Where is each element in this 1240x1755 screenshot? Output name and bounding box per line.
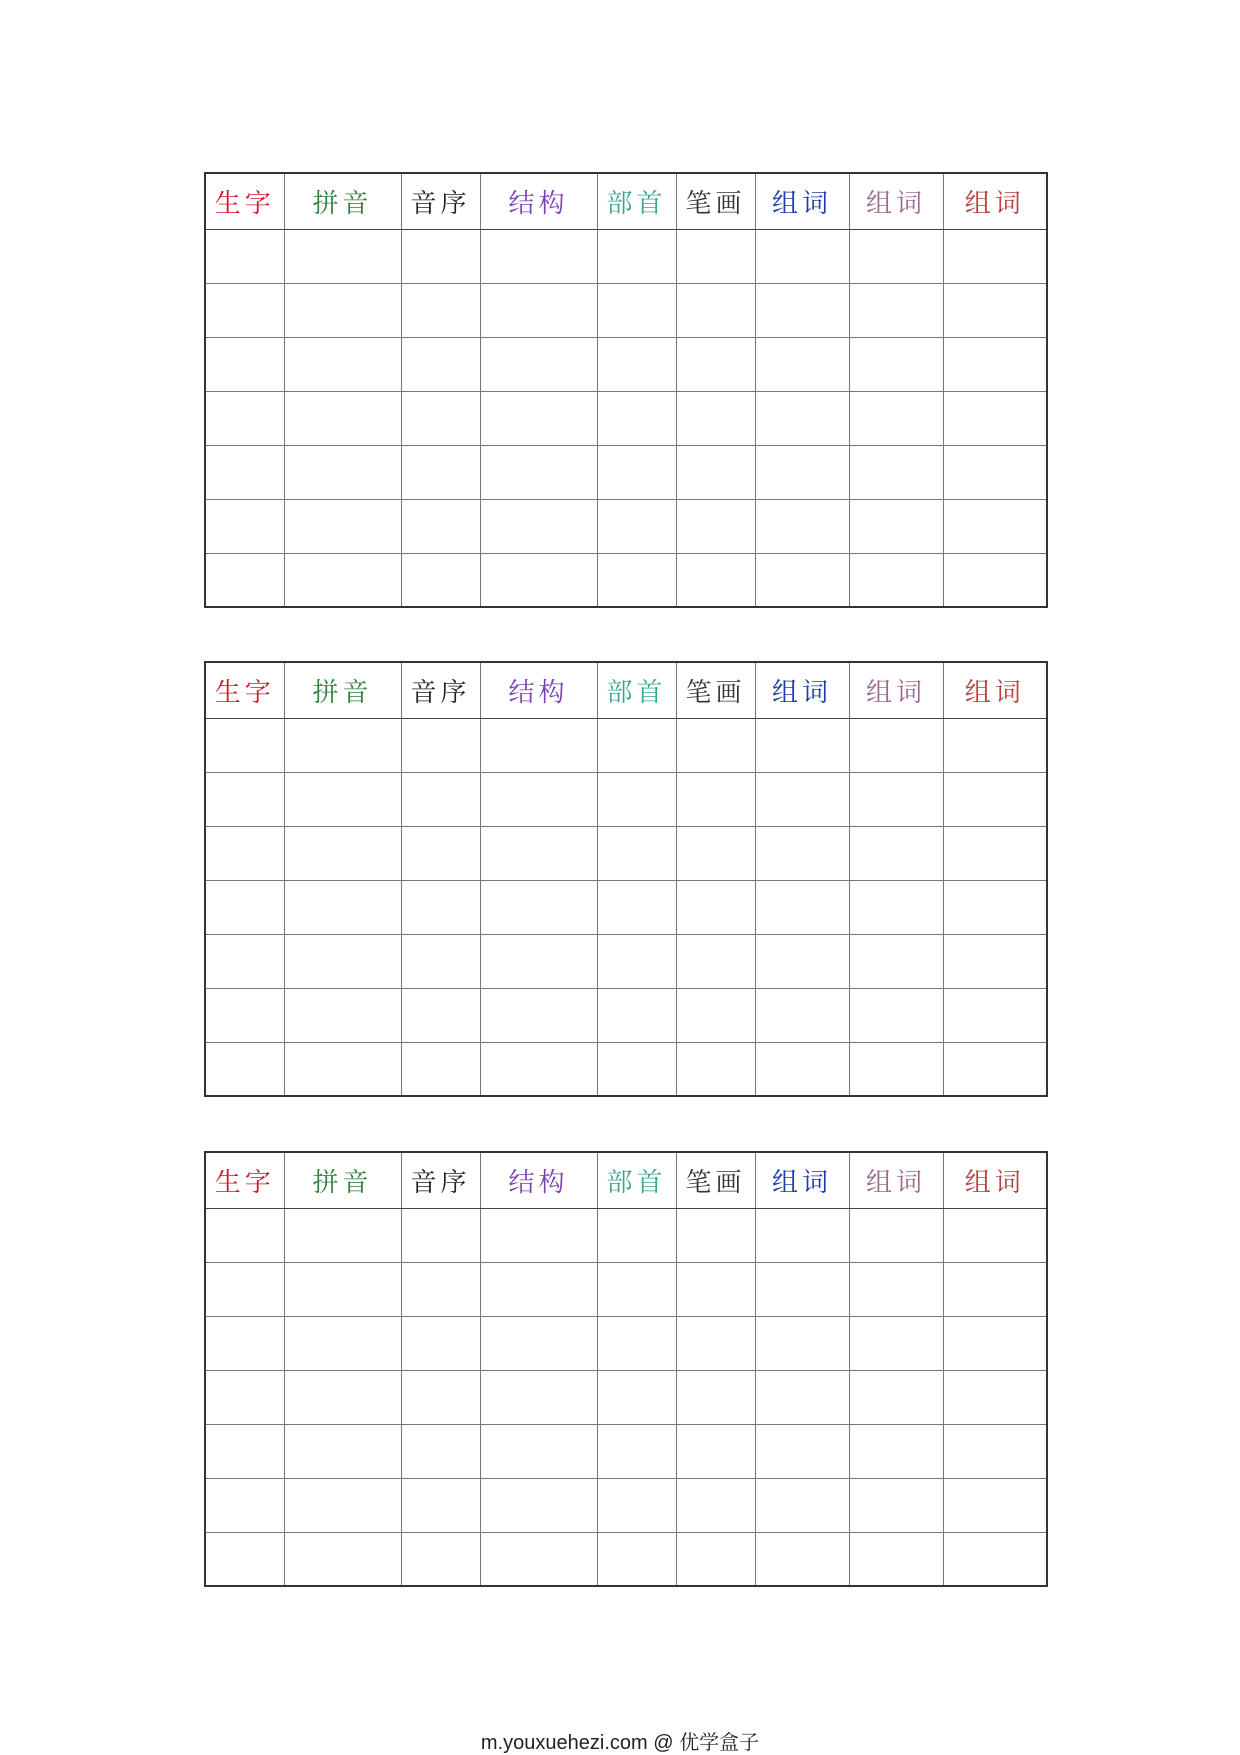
blank-cell [597,988,676,1042]
blank-cell [401,934,480,988]
blank-cell [597,499,676,553]
blank-cell [284,445,401,499]
blank-cell [755,1424,849,1478]
blank-cell [284,880,401,934]
blank-cell [401,283,480,337]
blank-cell [849,934,943,988]
blank-cell [284,988,401,1042]
blank-cell [676,1208,755,1262]
blank-cell [755,1478,849,1532]
blank-cell [597,1532,676,1586]
blank-cell [284,1370,401,1424]
blank-cell [943,1262,1047,1316]
blank-cell [597,1370,676,1424]
blank-cell [205,391,284,445]
table-row [205,1478,1047,1532]
blank-cell [676,1316,755,1370]
blank-cell [597,1478,676,1532]
blank-cell [676,1262,755,1316]
blank-cell [755,718,849,772]
blank-cell [205,772,284,826]
blank-cell [755,229,849,283]
blank-cell [676,934,755,988]
blank-cell [849,1208,943,1262]
blank-cell [205,880,284,934]
blank-cell [676,553,755,607]
table-row [205,1042,1047,1096]
column-header: 笔画 [676,173,755,229]
blank-cell [755,1042,849,1096]
blank-cell [401,337,480,391]
table-row [205,934,1047,988]
table-row [205,988,1047,1042]
blank-cell [755,499,849,553]
column-header: 音序 [401,173,480,229]
blank-cell [480,880,597,934]
blank-cell [480,445,597,499]
blank-cell [480,229,597,283]
table-row [205,553,1047,607]
blank-cell [676,826,755,880]
blank-cell [284,391,401,445]
blank-cell [943,337,1047,391]
footer-watermark: m.youxuehezi.com @ 优学盒子 [480,1732,760,1754]
blank-cell [849,1424,943,1478]
blank-cell [943,1042,1047,1096]
blank-cell [284,1424,401,1478]
blank-cell [849,772,943,826]
table-row [205,391,1047,445]
blank-cell [205,718,284,772]
table-row [205,229,1047,283]
blank-cell [401,445,480,499]
blank-cell [676,988,755,1042]
blank-cell [205,1478,284,1532]
blank-cell [755,445,849,499]
table-row [205,1424,1047,1478]
table-row [205,337,1047,391]
blank-cell [480,1532,597,1586]
table-row [205,283,1047,337]
blank-cell [943,499,1047,553]
blank-cell [401,1316,480,1370]
column-header: 拼音 [284,662,401,718]
blank-cell [480,1424,597,1478]
column-header: 组词 [755,1152,849,1208]
column-header: 组词 [849,662,943,718]
blank-cell [849,988,943,1042]
table-row [205,880,1047,934]
blank-cell [676,1478,755,1532]
blank-cell [480,1316,597,1370]
table-row [205,718,1047,772]
blank-cell [943,1208,1047,1262]
blank-cell [849,880,943,934]
blank-cell [755,1532,849,1586]
column-header: 组词 [755,662,849,718]
character-worksheet-1 [204,172,1046,608]
blank-cell [597,553,676,607]
blank-cell [284,499,401,553]
blank-cell [205,988,284,1042]
blank-cell [205,1370,284,1424]
blank-cell [849,826,943,880]
blank-cell [205,826,284,880]
blank-cell [401,1478,480,1532]
blank-cell [205,283,284,337]
column-header: 生字 [205,1152,284,1208]
blank-cell [849,337,943,391]
column-header: 结构 [480,662,597,718]
blank-cell [401,553,480,607]
blank-cell [676,337,755,391]
blank-cell [943,1316,1047,1370]
blank-cell [597,445,676,499]
blank-cell [480,934,597,988]
blank-cell [676,1370,755,1424]
blank-cell [284,1262,401,1316]
blank-cell [849,229,943,283]
blank-cell [480,1208,597,1262]
blank-cell [676,391,755,445]
blank-cell [943,283,1047,337]
blank-cell [943,1424,1047,1478]
blank-cell [676,229,755,283]
blank-cell [401,1262,480,1316]
blank-cell [755,880,849,934]
blank-cell [205,445,284,499]
character-worksheet-3 [204,1151,1046,1587]
table-row [205,445,1047,499]
blank-cell [755,391,849,445]
column-header: 组词 [943,1152,1047,1208]
blank-cell [205,337,284,391]
blank-cell [849,391,943,445]
blank-cell [849,553,943,607]
blank-cell [480,1370,597,1424]
column-header: 拼音 [284,173,401,229]
blank-cell [597,1262,676,1316]
column-header: 结构 [480,173,597,229]
blank-cell [480,391,597,445]
blank-cell [597,229,676,283]
blank-cell [676,445,755,499]
blank-cell [755,1262,849,1316]
worksheet-table [204,1151,1048,1587]
blank-cell [597,718,676,772]
column-header: 部首 [597,662,676,718]
blank-cell [943,1532,1047,1586]
blank-cell [284,718,401,772]
blank-cell [401,988,480,1042]
table-row [205,1262,1047,1316]
blank-cell [943,553,1047,607]
blank-cell [284,1478,401,1532]
blank-cell [205,1424,284,1478]
table-row [205,1532,1047,1586]
column-header: 音序 [401,662,480,718]
blank-cell [755,934,849,988]
blank-cell [755,1370,849,1424]
blank-cell [676,880,755,934]
blank-cell [284,826,401,880]
column-header: 组词 [849,173,943,229]
blank-cell [943,1370,1047,1424]
blank-cell [676,1424,755,1478]
blank-cell [205,553,284,607]
column-header: 拼音 [284,1152,401,1208]
blank-cell [284,1532,401,1586]
column-header: 音序 [401,1152,480,1208]
column-header: 组词 [755,173,849,229]
blank-cell [284,337,401,391]
blank-cell [849,1478,943,1532]
column-header: 组词 [943,173,1047,229]
blank-cell [401,1208,480,1262]
blank-cell [284,1208,401,1262]
blank-cell [849,445,943,499]
blank-cell [284,229,401,283]
worksheet-table [204,172,1048,608]
blank-cell [401,229,480,283]
blank-cell [943,445,1047,499]
column-header: 部首 [597,1152,676,1208]
blank-cell [480,499,597,553]
blank-cell [284,934,401,988]
blank-cell [943,229,1047,283]
blank-cell [755,988,849,1042]
blank-cell [401,772,480,826]
header-row [205,173,1047,229]
blank-cell [205,1208,284,1262]
blank-cell [597,1424,676,1478]
table-row [205,499,1047,553]
blank-cell [676,499,755,553]
blank-cell [849,718,943,772]
blank-cell [480,337,597,391]
blank-cell [849,499,943,553]
blank-cell [401,826,480,880]
column-header: 笔画 [676,1152,755,1208]
blank-cell [849,1262,943,1316]
blank-cell [597,826,676,880]
blank-cell [401,391,480,445]
blank-cell [676,283,755,337]
blank-cell [480,1478,597,1532]
blank-cell [755,283,849,337]
blank-cell [755,772,849,826]
table-row [205,1208,1047,1262]
blank-cell [401,1532,480,1586]
blank-cell [943,826,1047,880]
blank-cell [676,718,755,772]
blank-cell [401,880,480,934]
blank-cell [597,1042,676,1096]
blank-cell [480,988,597,1042]
blank-cell [597,934,676,988]
character-worksheet-2 [204,661,1046,1097]
blank-cell [597,772,676,826]
blank-cell [597,337,676,391]
blank-cell [205,1316,284,1370]
blank-cell [401,1042,480,1096]
blank-cell [755,826,849,880]
table-row [205,826,1047,880]
blank-cell [401,1370,480,1424]
blank-cell [597,880,676,934]
blank-cell [205,229,284,283]
blank-cell [597,283,676,337]
column-header: 生字 [205,662,284,718]
blank-cell [284,283,401,337]
blank-cell [480,553,597,607]
blank-cell [849,1370,943,1424]
header-row [205,1152,1047,1208]
blank-cell [943,934,1047,988]
blank-cell [480,772,597,826]
column-header: 组词 [943,662,1047,718]
blank-cell [943,391,1047,445]
blank-cell [597,391,676,445]
blank-cell [205,499,284,553]
blank-cell [943,718,1047,772]
blank-cell [943,988,1047,1042]
blank-cell [755,337,849,391]
blank-cell [849,1042,943,1096]
blank-cell [849,283,943,337]
blank-cell [755,553,849,607]
blank-cell [943,880,1047,934]
table-row [205,1316,1047,1370]
blank-cell [205,1042,284,1096]
column-header: 部首 [597,173,676,229]
blank-cell [676,1532,755,1586]
blank-cell [755,1316,849,1370]
blank-cell [401,499,480,553]
table-row [205,1370,1047,1424]
column-header: 组词 [849,1152,943,1208]
header-row [205,662,1047,718]
blank-cell [205,1532,284,1586]
blank-cell [205,934,284,988]
blank-cell [284,553,401,607]
blank-cell [676,1042,755,1096]
blank-cell [676,772,755,826]
blank-cell [943,772,1047,826]
blank-cell [480,826,597,880]
blank-cell [849,1532,943,1586]
blank-cell [401,718,480,772]
blank-cell [480,1262,597,1316]
blank-cell [205,1262,284,1316]
column-header: 结构 [480,1152,597,1208]
table-row [205,772,1047,826]
blank-cell [597,1208,676,1262]
column-header: 笔画 [676,662,755,718]
blank-cell [943,1478,1047,1532]
blank-cell [284,1316,401,1370]
blank-cell [480,1042,597,1096]
blank-cell [284,772,401,826]
blank-cell [480,718,597,772]
blank-cell [755,1208,849,1262]
blank-cell [284,1042,401,1096]
column-header: 生字 [205,173,284,229]
blank-cell [849,1316,943,1370]
blank-cell [480,283,597,337]
blank-cell [401,1424,480,1478]
blank-cell [597,1316,676,1370]
worksheet-table [204,661,1048,1097]
